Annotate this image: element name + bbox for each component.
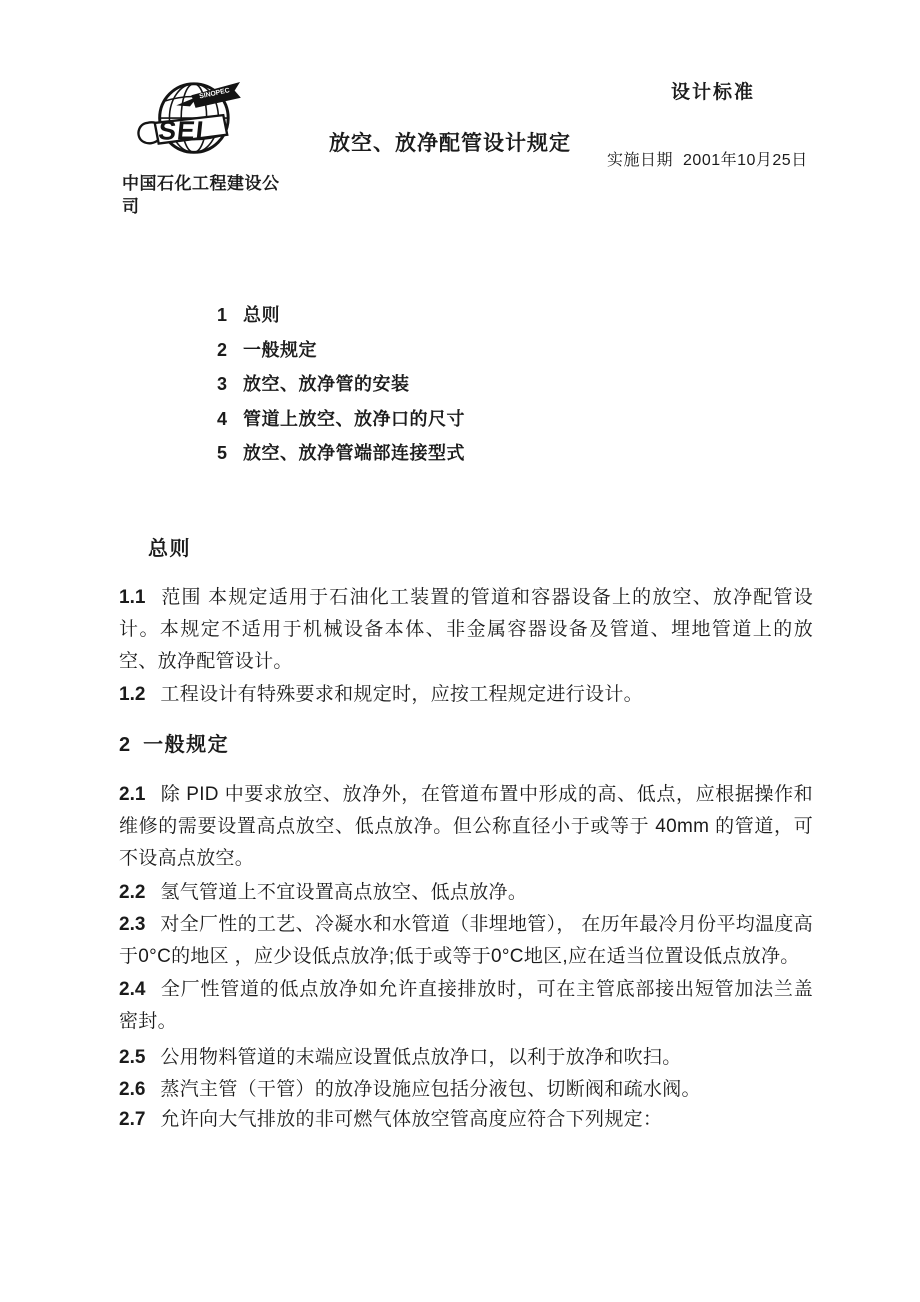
toc-item-number: 1 [217, 305, 228, 325]
clause-number: 2.5 [119, 1047, 146, 1068]
clause-number: 2.2 [119, 882, 146, 903]
document-title: 放空、放净配管设计规定 [329, 132, 571, 155]
clause-1-1 [119, 582, 813, 678]
toc-item-label: 放空、放净管的安装 [243, 374, 410, 394]
section-heading-general-principles: 总则 [148, 538, 191, 560]
clause-2-2 [119, 877, 813, 909]
toc-item-2 [217, 339, 465, 361]
clause-number: 1.2 [119, 684, 146, 705]
clause-text: 范围 本规定适用于石油化工装置的管道和容器设备上的放空、放净配管设计。本规定不适用于机械设备本体、非金属容器设备及管道、埋地管道上的放空、放净配管设计。 [119, 587, 813, 672]
implementation-date [607, 147, 808, 170]
clause-text: 公用物料管道的末端应设置低点放净口，以利于放净和吹扫。 [160, 1047, 682, 1068]
company-name: 中国石化工程建设公司 [122, 174, 280, 216]
clause-number: 2.1 [119, 784, 146, 805]
toc-item-number: 5 [217, 443, 228, 463]
clause-2-7 [119, 1104, 813, 1136]
section-label: 一般规定 [143, 734, 230, 756]
toc-item-label: 管道上放空、放净口的尺寸 [243, 408, 465, 429]
clause-1-2 [119, 679, 813, 711]
clause-text: 蒸汽主管（干管）的放净设施应包括分液包、切断阀和疏水阀。 [160, 1079, 701, 1100]
toc-item-3 [217, 373, 465, 395]
clause-text: 氢气管道上不宜设置高点放空、低点放净。 [160, 882, 528, 903]
clause-text: 允许向大气排放的非可燃气体放空管高度应符合下列规定： [160, 1109, 663, 1130]
clause-2-5 [119, 1042, 813, 1074]
toc-item-5 [217, 442, 465, 464]
table-of-contents [217, 304, 465, 477]
sei-globe-logo [133, 74, 247, 168]
clause-text: 全厂性管道的低点放净如允许直接排放时，可在主管底部接出短管加法兰盖密封。 [119, 979, 813, 1032]
banner-text: SINOPEC [198, 87, 231, 101]
toc-item-1 [217, 304, 465, 326]
toc-item-4 [217, 408, 465, 430]
section-number: 2 [119, 734, 131, 756]
toc-item-number: 2 [217, 339, 228, 360]
clause-number: 1.1 [119, 587, 146, 608]
ribbon-text: SEI [157, 115, 206, 146]
clause-2-6 [119, 1074, 813, 1106]
clause-number: 2.3 [119, 914, 146, 935]
clause-2-1 [119, 779, 813, 875]
section-heading-general-rules [119, 729, 813, 761]
toc-item-label: 一般规定 [243, 339, 317, 360]
clause-text: 对全厂性的工艺、冷凝水和水管道（非埋地管）， 在历年最冷月份平均温度高于0°C的地区 ，应少设低点放净;低于或等于0°C地区,应在适当位置设低点放净。 [119, 914, 813, 967]
clause-text: 除 PID 中要求放空、放净外，在管道布置中形成的高、低点，应根据操作和维修的需要设置高点放空、低点放净。但公称直径小于或等于 40mm 的管道，可不设高点放空。 [119, 784, 813, 869]
clause-2-4 [119, 974, 813, 1038]
clause-number: 2.6 [119, 1079, 146, 1100]
toc-item-number: 3 [217, 374, 228, 394]
clause-text: 工程设计有特殊要求和规定时，应按工程规定进行设计。 [160, 684, 643, 705]
clause-number: 2.4 [119, 979, 146, 1000]
doc-type-label: 设计标准 [671, 82, 756, 103]
date-label: 实施日期 [607, 152, 674, 169]
clause-number: 2.7 [119, 1109, 146, 1130]
date-value: 2001年10月25日 [683, 152, 808, 169]
toc-item-label: 总则 [243, 305, 280, 325]
toc-item-number: 4 [217, 408, 228, 429]
clause-2-3 [119, 909, 813, 973]
toc-item-label: 放空、放净管端部连接型式 [243, 443, 465, 463]
